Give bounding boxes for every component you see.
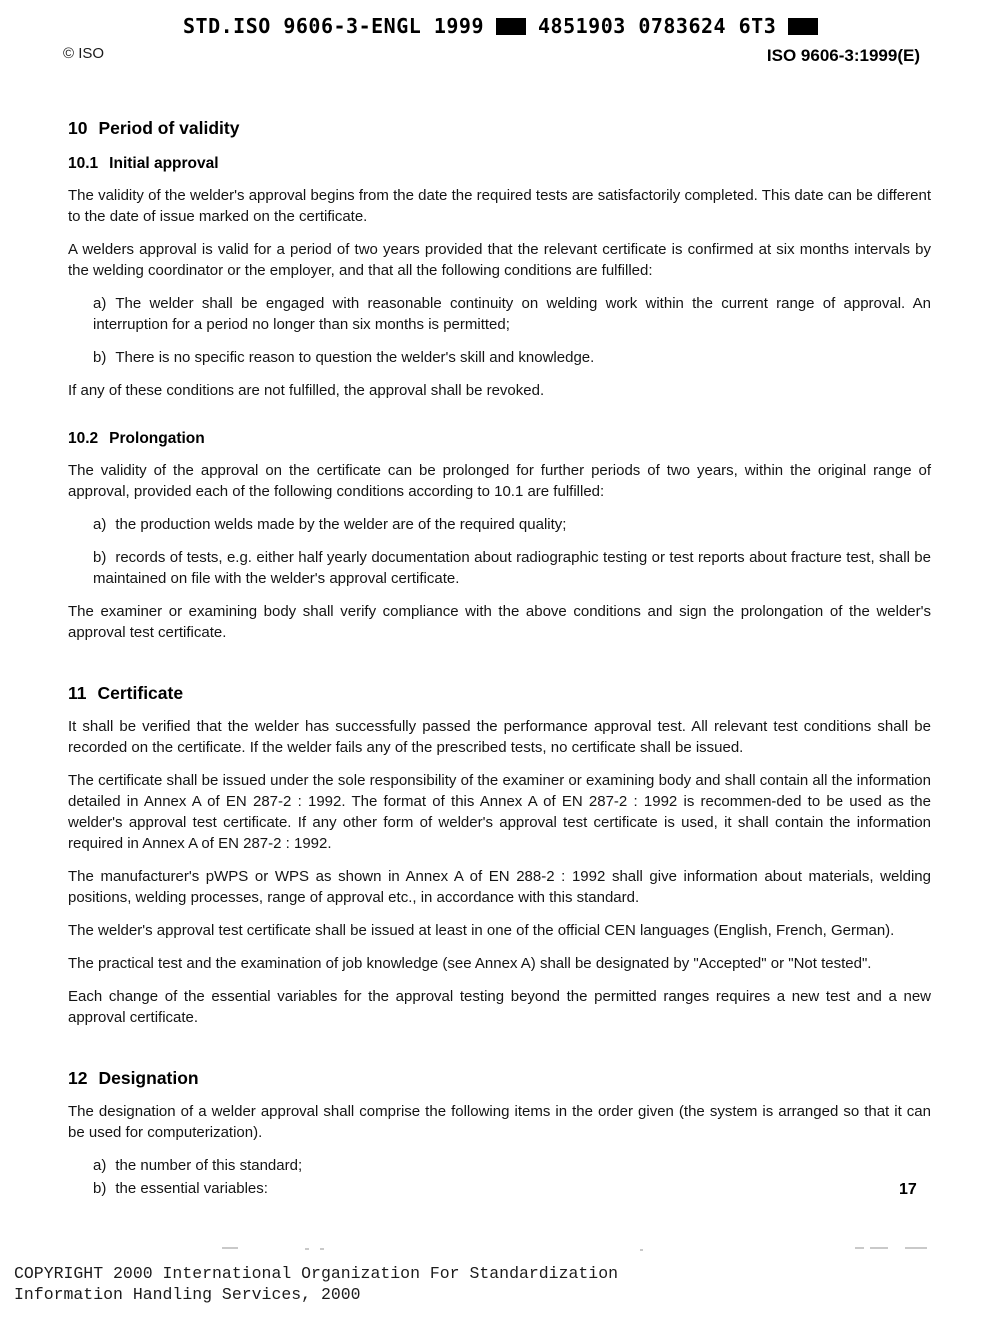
paragraph: The manufacturer's pWPS or WPS as shown in Annex A of EN 288-2 : 1992 shall give information about materials, welding positions, welding processes, range of approval etc., in accordance with this standard. xyxy=(68,868,931,906)
list-item xyxy=(93,514,931,535)
paragraph: A welders approval is valid for a period of two years provided that the relevant certificate is confirmed at six months intervals by the welding coordinator or the employer, and that all the following conditions are fulfilled: xyxy=(68,241,931,279)
section-number: 10 xyxy=(68,118,88,138)
section-10-heading xyxy=(68,118,931,139)
section-title: Period of validity xyxy=(98,118,240,138)
section-11-heading xyxy=(68,683,931,704)
scan-header-serial: 4851903 0783624 6T3 xyxy=(537,14,777,38)
list-text: the production welds made by the welder are of the required quality; xyxy=(115,516,567,533)
list-item xyxy=(93,347,931,368)
paragraph: It shall be verified that the welder has successfully passed the performance approval test. All relevant test conditions shall be recorded on the certificate. If the welder fails any of the prescribed tests, no certificate shall be issued. xyxy=(68,718,931,756)
section-number: 11 xyxy=(68,683,87,703)
scan-artifact xyxy=(222,1247,238,1249)
list-text: There is no specific reason to question the welder's skill and knowledge. xyxy=(115,349,595,366)
list-marker: a) xyxy=(93,516,107,533)
paragraph: Each change of the essential variables for the approval testing beyond the permitted ranges requires a new test and a new approval certificate. xyxy=(68,988,931,1026)
list-marker: b) xyxy=(93,349,107,366)
scan-artifact xyxy=(870,1247,888,1249)
scan-artifact xyxy=(320,1248,324,1250)
list-text: the number of this standard; xyxy=(115,1157,303,1174)
footer-line-2: Information Handling Services, 2000 xyxy=(14,1285,361,1304)
list-marker: b) xyxy=(93,549,107,566)
scan-header xyxy=(183,14,830,38)
paragraph: The practical test and the examination of job knowledge (see Annex A) shall be designated by "Accepted" or "Not tested". xyxy=(68,955,872,972)
section-number: 10.1 xyxy=(68,155,99,172)
copyright-mark: © ISO xyxy=(63,45,105,62)
section-10-2-heading xyxy=(68,429,931,448)
list-text: the essential variables: xyxy=(115,1180,268,1197)
ink-block-icon xyxy=(496,18,526,35)
scan-artifact xyxy=(905,1247,927,1249)
section-10-1-heading xyxy=(68,154,931,173)
paragraph: The welder's approval test certificate shall be issued at least in one of the official CEN languages (English, French, German). xyxy=(68,922,895,939)
paragraph: The examiner or examining body shall verify compliance with the above conditions and sign the prolongation of the welder's approval test certificate. xyxy=(68,603,931,641)
list-text: The welder shall be engaged with reasonable continuity on welding work within the current range of approval. An interruption for a period no longer than six months is permitted; xyxy=(93,295,931,333)
scan-artifact xyxy=(640,1249,643,1251)
page-number: 17 xyxy=(899,1181,917,1198)
scan-header-code: STD.ISO 9606-3-ENGL 1999 xyxy=(183,14,484,38)
list-item xyxy=(93,1178,931,1199)
section-title: Prolongation xyxy=(109,430,205,447)
paragraph: The validity of the approval on the certificate can be prolonged for further periods of two years, within the original range of approval, provided each of the following conditions according to 10.1 are fulfilled: xyxy=(68,462,931,500)
paragraph: The designation of a welder approval shall comprise the following items in the order given (the system is arranged so that it can be used for computerization). xyxy=(68,1103,931,1141)
list-text: records of tests, e.g. either half yearly documentation about radiographic testing or test reports about fracture test, shall be maintained on file with the welder's approval certificate. xyxy=(93,549,931,587)
paragraph: The certificate shall be issued under the sole responsibility of the examiner or examining body and shall contain all the information detailed in Annex A of EN 287-2 : 1992. The format of this Annex A of EN 287-2 : 1992 is recommen-ded to be used as the welder's approval test certificate. If any other form of welder's approval test certificate is used, it shall contain the information required in Annex A of EN 287-2 : 1992. xyxy=(68,772,931,852)
paragraph: If any of these conditions are not fulfilled, the approval shall be revoked. xyxy=(68,382,545,399)
scan-artifact xyxy=(855,1247,864,1249)
paragraph: The validity of the welder's approval begins from the date the required tests are satisfactorily completed. This date can be different to the date of issue marked on the certificate. xyxy=(68,187,931,225)
list-marker: a) xyxy=(93,295,107,312)
list-marker: a) xyxy=(93,1157,107,1174)
ink-block-icon xyxy=(788,18,818,35)
section-title: Designation xyxy=(98,1068,199,1088)
document-body xyxy=(68,106,931,1199)
list-item xyxy=(93,1155,931,1176)
footer-line-1: COPYRIGHT 2000 International Organization For Standardization xyxy=(14,1264,618,1283)
section-number: 12 xyxy=(68,1068,88,1088)
list-marker: b) xyxy=(93,1180,107,1197)
section-12-heading xyxy=(68,1068,931,1089)
copyright-footer xyxy=(14,1263,618,1305)
document-reference: ISO 9606-3:1999(E) xyxy=(766,46,920,65)
section-title: Initial approval xyxy=(109,155,219,172)
section-number: 10.2 xyxy=(68,430,99,447)
scan-artifact xyxy=(305,1248,309,1250)
section-title: Certificate xyxy=(97,683,184,703)
list-item xyxy=(93,293,931,335)
list-item xyxy=(93,547,931,589)
